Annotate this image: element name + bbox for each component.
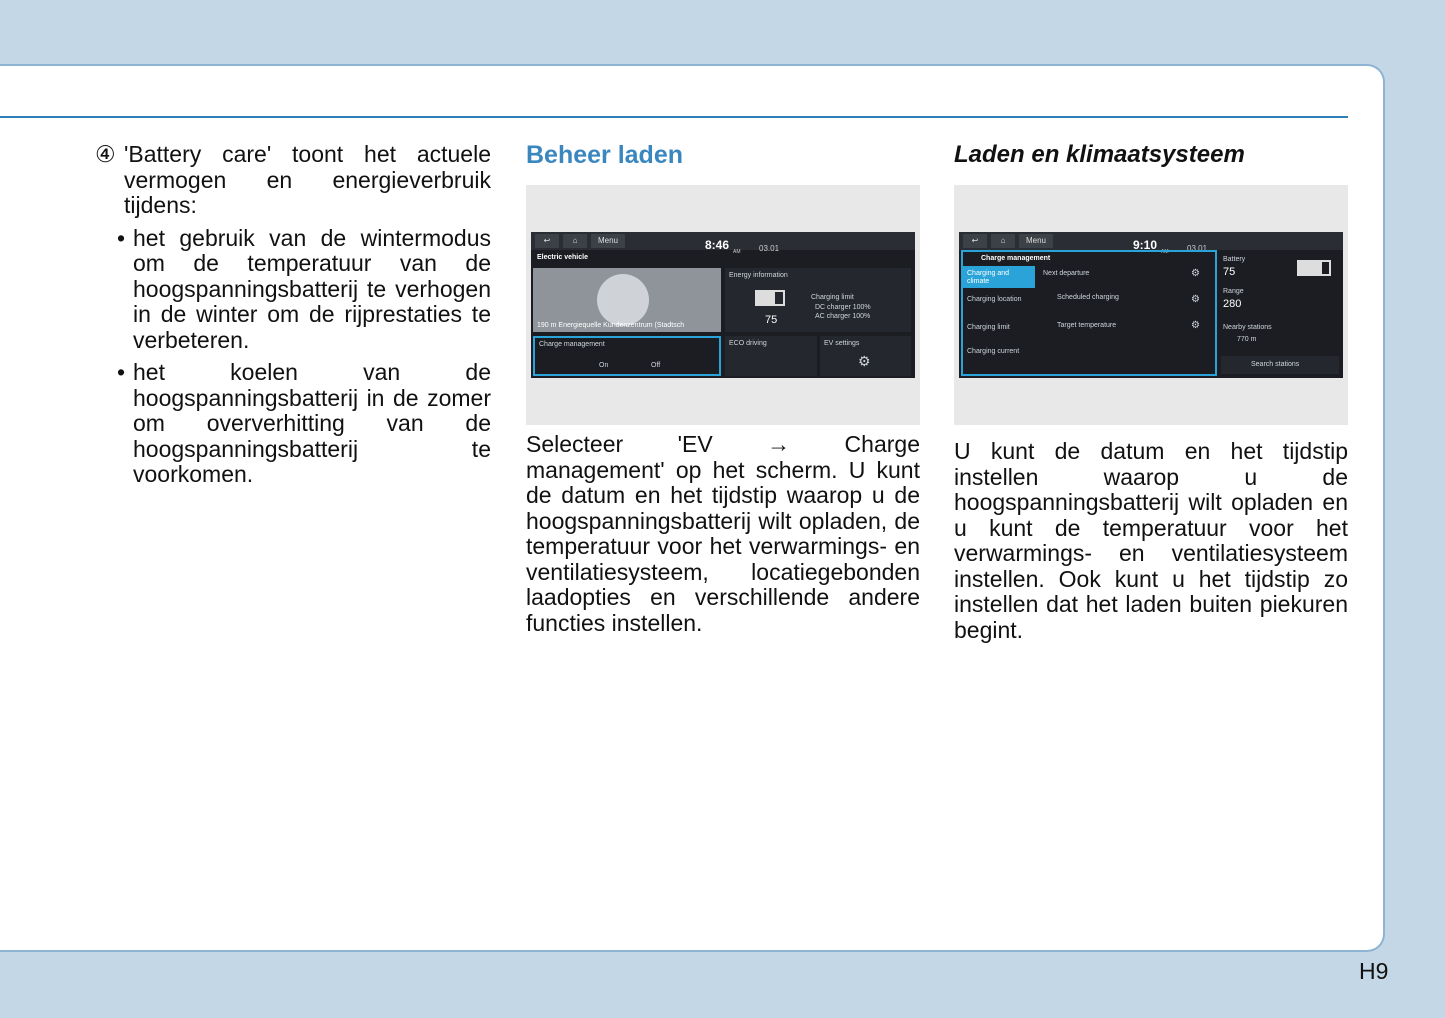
scheduled-charging: Scheduled charging bbox=[1057, 294, 1119, 301]
battery-percent: 75 bbox=[765, 314, 778, 326]
search-stations-button bbox=[1221, 356, 1339, 374]
ampm: AM bbox=[733, 249, 741, 255]
tab-charging-current: Charging current bbox=[967, 348, 1020, 355]
clock: 9:10 bbox=[1133, 238, 1158, 252]
bullet-item bbox=[95, 226, 491, 354]
column-charging-climate bbox=[954, 142, 1348, 643]
back-icon: ↩ bbox=[963, 234, 987, 248]
range-value: 280 bbox=[1223, 298, 1242, 310]
energy-label: Energy information bbox=[729, 272, 788, 279]
screenshot-ev bbox=[526, 185, 920, 425]
eco-label: ECO driving bbox=[729, 340, 767, 347]
nearby-distance: 770 m bbox=[1237, 336, 1257, 343]
date: 03.01 bbox=[759, 244, 780, 253]
clock: 8:46 bbox=[705, 238, 730, 252]
tab-charging-limit: Charging limit bbox=[967, 324, 1010, 331]
column-battery-care bbox=[95, 142, 491, 488]
section-heading: Beheer laden bbox=[526, 141, 684, 169]
on-label: On bbox=[599, 362, 609, 369]
bullet-dot: • bbox=[117, 359, 126, 385]
menu-button: Menu bbox=[591, 234, 625, 248]
home-icon: ⌂ bbox=[991, 234, 1015, 248]
charge-mgmt-tile bbox=[533, 336, 721, 376]
column-charge-management bbox=[526, 142, 920, 636]
ampm: AM bbox=[1161, 249, 1169, 255]
numbered-item bbox=[95, 142, 491, 219]
back-icon: ↩ bbox=[535, 234, 559, 248]
battery-icon bbox=[755, 290, 785, 306]
range-label: Range bbox=[1223, 288, 1244, 295]
next-departure: Next departure bbox=[1043, 270, 1090, 277]
screen-title: Charge management bbox=[981, 255, 1051, 262]
nearby-label: Nearby stations bbox=[1223, 324, 1272, 331]
battery-icon bbox=[1297, 260, 1331, 276]
bullet-item bbox=[95, 360, 491, 488]
bullet-text: het gebruik van de wintermodus om de temperatuur van de hoogspanningsbatterij te verhogen in de winter om de rijprestaties te verbeteren. bbox=[133, 224, 491, 353]
energy-panel bbox=[725, 268, 911, 332]
date: 03.01 bbox=[1187, 244, 1208, 253]
section-body: U kunt de datum en het tijdstip instellen waarop u de hoogspanningsbatterij wilt opladen en u kunt de temperatuur voor het verwarmings- en ventilatiesysteem instellen. Ook kunt u het tijdstip zo instellen dat het laden buiten piekuren begint. bbox=[954, 438, 1348, 643]
gear-icon: ⚙ bbox=[1191, 294, 1200, 305]
charge-mgmt-panel bbox=[961, 250, 1217, 376]
eco-tile bbox=[725, 336, 817, 376]
page-number: H9 bbox=[1359, 958, 1389, 984]
ev-screen bbox=[531, 232, 915, 378]
gear-icon: ⚙ bbox=[858, 353, 871, 369]
bullet-text: het koelen van de hoogspanningsbatterij in de zomer om oververhitting van de hoogspanningsbatterij te voorkomen. bbox=[133, 359, 491, 487]
status-bar bbox=[959, 232, 1343, 255]
charging-limit-label: Charging limit bbox=[811, 294, 854, 301]
dc-charger: DC charger 100% bbox=[815, 304, 871, 311]
ev-settings-tile bbox=[820, 336, 911, 376]
cm-screen bbox=[959, 232, 1343, 378]
tab-charging-climate: Charging and climate bbox=[967, 270, 1010, 285]
map-caption: 190 m Energiequelle Kundenzentrum (Stadtsch bbox=[537, 322, 685, 329]
status-bar bbox=[531, 232, 915, 255]
off-label: Off bbox=[651, 362, 661, 369]
bullet-dot: • bbox=[117, 224, 126, 251]
battery-label: Battery bbox=[1223, 256, 1246, 263]
charge-mgmt-label: Charge management bbox=[539, 341, 605, 348]
gear-icon: ⚙ bbox=[1191, 320, 1200, 331]
item-intro: 'Battery care' toont het actuele vermogen en energieverbruik tijdens: bbox=[124, 141, 491, 218]
screen-title: Electric vehicle bbox=[537, 254, 588, 261]
header-rule bbox=[0, 116, 1348, 118]
search-stations-label: Search stations bbox=[1251, 361, 1300, 368]
menu-button: Menu bbox=[1019, 234, 1053, 248]
item-number: ④ bbox=[95, 141, 116, 167]
ev-settings-label: EV settings bbox=[824, 340, 860, 347]
screenshot-charge-management bbox=[954, 185, 1348, 425]
section-heading: Laden en klimaatsysteem bbox=[954, 141, 1245, 168]
target-temperature: Target temperature bbox=[1057, 322, 1117, 329]
home-icon: ⌂ bbox=[563, 234, 587, 248]
tab-charging-location: Charging location bbox=[967, 296, 1022, 303]
map-circle bbox=[597, 274, 649, 326]
gear-icon: ⚙ bbox=[1191, 268, 1200, 279]
ac-charger: AC charger 100% bbox=[815, 313, 871, 320]
section-body: Selecteer 'EV → Charge management' op het scherm. U kunt de datum en het tijdstip waarop u de hoogspanningsbatterij wilt opladen, de temperatuur voor het verwarmings- en ventilatiesysteem, locatiegebonden laadopties en verschillende andere functies instellen. bbox=[526, 431, 920, 636]
map-panel bbox=[533, 268, 721, 332]
battery-percent: 75 bbox=[1223, 266, 1236, 278]
